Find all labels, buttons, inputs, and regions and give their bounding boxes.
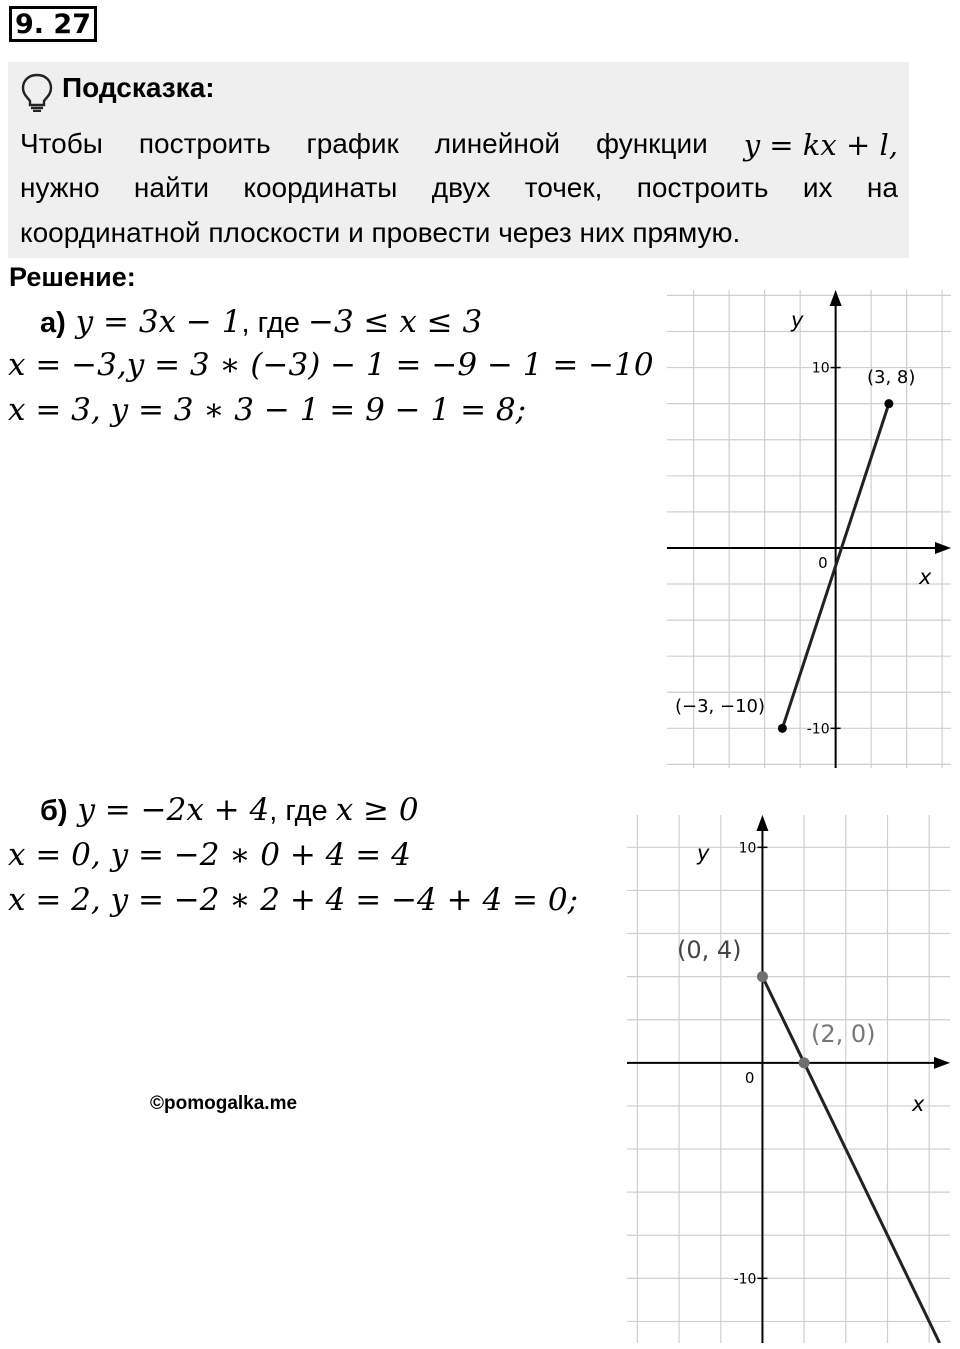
data-point xyxy=(757,971,768,982)
x-axis-label: x xyxy=(912,1092,925,1116)
hint-word: линейной xyxy=(434,128,561,159)
hint-word: их xyxy=(802,172,833,203)
tick-label: -10 xyxy=(733,1271,757,1288)
hint-line-2 xyxy=(20,172,898,204)
calc-text: x = 3, y = 3 ∗ 3 − 1 = 9 − 1 = 8; xyxy=(8,392,527,428)
hint-box xyxy=(8,62,909,258)
hint-word: Чтобы xyxy=(20,128,103,159)
y-axis-arrow xyxy=(756,815,768,831)
graph-a xyxy=(667,290,951,768)
hint-formula: y = kx + l, xyxy=(743,128,898,162)
hint-word: нужно xyxy=(20,172,100,203)
hint-word: точек, xyxy=(524,172,603,203)
origin-label: 0 xyxy=(744,1068,755,1087)
part-b-text: , где xyxy=(269,795,336,827)
tick-label: 10 xyxy=(738,840,757,857)
y-axis-arrow xyxy=(830,290,842,306)
part-a-condition: −3 ≤ x ≤ 3 xyxy=(307,304,483,340)
hint-word: построить xyxy=(138,128,271,159)
origin-label: 0 xyxy=(818,553,828,572)
point-label: (−3, −10) xyxy=(675,696,766,717)
part-a-text: , где xyxy=(241,307,308,339)
copyright: ©pomogalka.me xyxy=(150,1093,298,1114)
hint-line-1 xyxy=(20,128,898,162)
part-a-calc-2 xyxy=(8,392,526,428)
solution-title: Решение: xyxy=(9,262,136,292)
y-axis-label: y xyxy=(791,308,804,332)
part-a-calc-1 xyxy=(8,347,654,383)
x-axis-label: x xyxy=(919,565,932,589)
data-point xyxy=(884,399,893,408)
y-axis-label: y xyxy=(697,841,710,865)
part-b-condition: x ≥ 0 xyxy=(335,792,419,828)
part-a-label: а) xyxy=(40,307,66,339)
hint-word: построить xyxy=(636,172,769,203)
tick-label: -10 xyxy=(806,721,830,738)
part-a-formula: y = 3x − 1 xyxy=(75,304,242,340)
tick-label: 10 xyxy=(811,360,830,377)
data-point xyxy=(799,1057,810,1068)
point-label: (2, 0) xyxy=(811,1020,876,1048)
hint-word: график xyxy=(306,128,399,159)
part-b-formula: y = −2x + 4 xyxy=(77,792,270,828)
point-label: (3, 8) xyxy=(867,367,916,388)
hint-word: координаты xyxy=(243,172,398,203)
x-axis-arrow xyxy=(935,542,951,554)
hint-title: Подсказка: xyxy=(62,72,215,103)
hint-word: двух xyxy=(431,172,491,203)
part-b-calc-2 xyxy=(8,882,578,918)
lightbulb-icon xyxy=(20,72,54,117)
hint-word: найти xyxy=(133,172,210,203)
hint-word: функции xyxy=(596,128,708,159)
graph-b xyxy=(627,815,950,1343)
hint-line-3: координатной плоскости и провести через них прямую. xyxy=(20,217,741,248)
part-b-label: б) xyxy=(40,795,68,827)
data-point xyxy=(778,724,787,733)
x-axis-arrow xyxy=(934,1057,950,1069)
calc-text: x = 0, y = −2 ∗ 0 + 4 = 4 xyxy=(8,837,411,873)
calc-text: x = −3,y = 3 ∗ (−3) − 1 = −9 − 1 = −10 xyxy=(8,347,654,383)
part-b-calc-1 xyxy=(8,837,411,873)
hint-word: на xyxy=(866,172,898,203)
part-a-header xyxy=(40,304,482,340)
calc-text: x = 2, y = −2 ∗ 2 + 4 = −4 + 4 = 0; xyxy=(8,882,579,918)
part-b-header xyxy=(40,792,419,828)
point-label: (0, 4) xyxy=(677,936,742,964)
task-number: 9. 27 xyxy=(9,6,97,42)
